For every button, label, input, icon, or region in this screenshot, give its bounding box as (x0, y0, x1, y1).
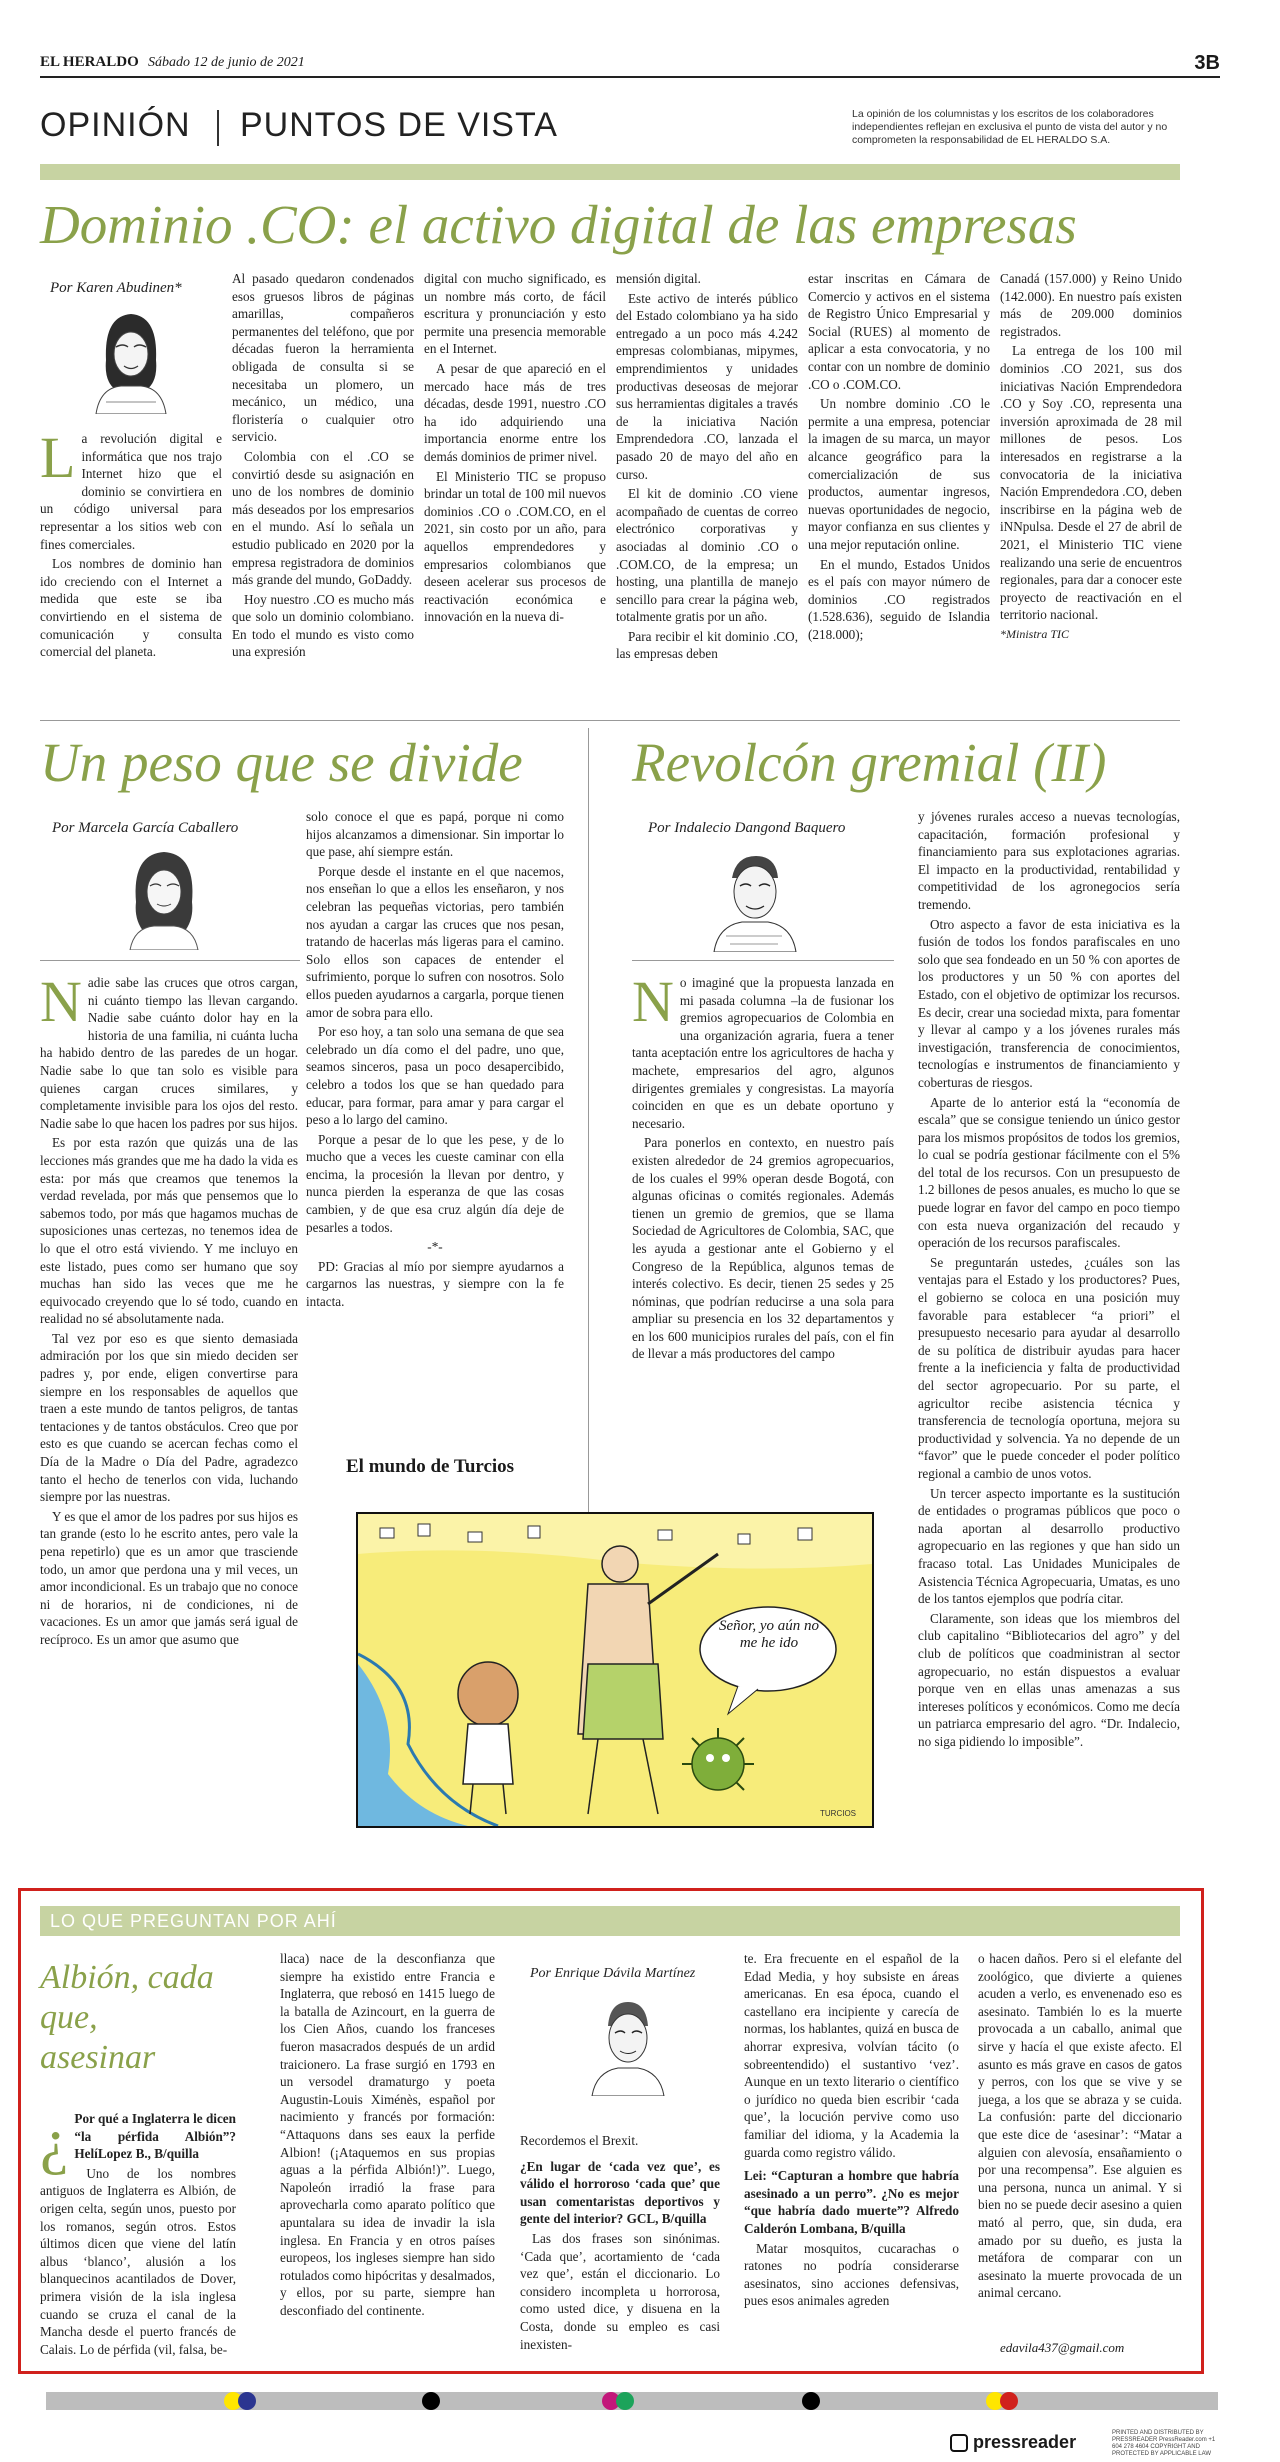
article2-ps: PD: Gracias al mío por siempre ayudarnos a cargarnos las nuestras, y siempre con la fe intacta. (306, 1258, 564, 1310)
paragraph: estar inscritas en Cámara de Comercio y activos en el sistema de Registro Único Empresarial y Social (RUES) al momento de aplicar a esta convocatoria, y no contar con un nombre de dominio .CO o .COM.CO. (808, 271, 990, 392)
paragraph: Aparte de lo anterior está la “economía de escala” que se consigue teniendo un único gestor para los mismos propósitos de todos los gremios, lo cual se podría gestionar fácilmente con el 5% del total de los recursos. Con un presupuesto de 1.2 billones de pesos anuales, es mucho lo que se puede lograr en favor del campo en poco tiempo con esta nueva organización del recaudo y operación de los recursos parafiscales. (918, 1094, 1180, 1251)
paragraph: Hoy nuestro .CO es mucho más que solo un dominio colombiano. En todo el mundo es visto como una expresión (232, 591, 414, 660)
paragraph: Tal vez por eso es que siento demasiada admiración por los que sin miedo deciden ser padres y, por ende, eligen convertirse para siempre en los responsables de aquellos que traen a este mundo de tantos peligros, de tantas tentaciones y de tantos obstáculos. Creo que por esto es que cuando se acercan fechas como el Día de la Madre o Día del Padre, agradezco tanto el hecho de tenerlos con vida, luchando siempre por las nuestras. (40, 1330, 298, 1505)
section-left: OPINIÓN (40, 106, 191, 144)
paragraph: o imaginé que la propuesta lanzada en mi pasada columna –la de fusionar los gremios agropecuarios de Colombia en una organización agraria, fuera a tener tanta aceptación entre los agricultores de hacha y machete, empresarios del agro, algunos dirigentes gremiales y congresistas. La mayoría coinciden en que es un debate oportuno y necesario. (632, 975, 894, 1131)
section-right: PUNTOS DE VISTA (240, 106, 558, 144)
paragraph: Claramente, son ideas que los miembros del club capitalino “Bibliotecarios del agro” y del club de políticos que coadministran al sector agropecuario, no están dispuestos a evaluar porque ven en ellas unas amenazas a sus intereses políticos y económicos. Como me decía un patriarca empresario del agro. “Dr. Indalecio, no siga pidiendo lo imposible”. (918, 1610, 1180, 1749)
qa-col1 (40, 2110, 236, 2360)
page-number: 3B (1194, 52, 1220, 74)
qa-title: Albión, cada que, asesinar (40, 1959, 214, 2076)
cartoon-frame (356, 1512, 874, 1828)
cartoon-signature: TURCIOS (820, 1809, 856, 1818)
article1-title: Dominio .CO: el activo digital de las empresas (40, 194, 1077, 255)
paragraph: a revolución digital e informática que nos trajo Internet hizo que el dominio se convirtiera en un código universal para representar a los sitios web con fines comerciales. (40, 431, 222, 552)
paragraph: Colombia con el .CO se convirtió desde su asignación en uno de los nombres de dominio más deseados por los empresarios en el mundo. Así lo señala un estudio publicado en 2020 por la empresa registradora de dominios más grande del mundo, GoDaddy. (232, 448, 414, 588)
cartoon-drawing (358, 1514, 872, 1826)
paragraph: llaca) nace de la desconfianza que siempre ha existido entre Francia e Inglaterra, que rebosó en 1415 luego de la batalla de Azincourt, en la guerra de los Cien Años, cuando los franceses fueron masacrados después de un ardid traicionero. La frase surgió en 1793 en un versodel dramaturgo y poeta Augustin-Louis Ximénès, español por nacimiento y francés por formación: “Attaquons dans ses eaux la perfide Albion! (¡Ataquemos en sus propias aguas a la pérfida Albión!)”. Luego, Napoleón irradió la frase para aprovecharla como aparato político que apuntalara su idea de invadir la isla inglesa. En Francia y en otros países europeos, los ingleses siempre han sido rotulados como hipócritas y desalmados, y ellos, por su parte, siempre han desconfiado del continente. (280, 1951, 495, 2318)
paragraph: te. Era frecuente en el español de la Edad Media, y hoy subsiste en áreas americanas. En esa época, cuando el castellano era incipiente y carecía de normas, los hablantes, quizá en busca de ahorrar expresiva, volvían tácito (o sobreentendido) el sustantivo ‘vez’. Aunque en un texto literario o científico o jurídico no queda bien escribir ‘cada que’, la locución pervive como uso familiar del idioma, y la Academia la guarda como registro válido. (744, 1951, 959, 2160)
paragraph: Al pasado quedaron condenados esos gruesos libros de páginas amarillas, compañeros permanentes del teléfono, que por décadas fueron la herramienta obligada de consulta si se necesitaba un plomero, un mecánico, un médico, una floristería o cualquier otro servicio. (232, 271, 414, 445)
article1-byline: Por Karen Abudinen* (50, 280, 182, 296)
article2-separator: -*- (427, 1239, 443, 1255)
paragraph: El kit de dominio .CO viene acompañado de cuentas de correo electrónico corporativas y asociadas al dominio .CO o .COM.CO, de la empresa; un hosting, una plantilla de manejo sencillo para crear la página web, totalmente gratis por un año. (616, 486, 798, 625)
paragraph: Uno de los nombres antiguos de Inglaterra es Albión, de origen celta, según unos, puesto por los romanos, según otros. Estos últimos dicen que viene del latín albus ‘blanco’, alusión a los blanquecinos acantilados de Dover, primera visión de la isla inglesa cuando se cruza el canal de la Mancha desde el puerto francés de Calais. Lo de pérfida (vil, falsa, be- (40, 2165, 236, 2357)
reg-mark (238, 2392, 256, 2410)
article3-byline: Por Indalecio Dangond Baquero (648, 820, 846, 836)
qa-col5 (978, 1950, 1182, 2340)
article1-dropcap: L (40, 430, 76, 490)
reg-mark (802, 2392, 820, 2410)
article3-title: Revolcón gremial (II) (632, 732, 1107, 793)
paragraph: En el mundo, Estados Unidos es el país con mayor número de dominios .CO registrados (1.528.636), seguido de Islandia (218.000); (808, 556, 990, 642)
author3-portrait (706, 842, 802, 952)
qa-email[interactable]: edavila437@gmail.com (1000, 2340, 1125, 2355)
reg-mark (1000, 2392, 1018, 2410)
author2-portrait (118, 842, 210, 950)
article2-title: Un peso que se divide (40, 732, 523, 793)
qa-intro: Recordemos el Brexit. (520, 2133, 639, 2148)
paragraph: Las dos frases son sinónimas. ‘Cada que’, acortamiento de ‘cada vez que’, están el diccionario. Lo considero incompleta u horrorosa, como usted dice, y disuena en la Costa, donde su empleo es casi inexisten- (520, 2230, 720, 2352)
paragraph: Otro aspecto a favor de esta iniciativa es la fusión de todos los fondos parafiscales en uno solo que sea fondeado en un 50 % con aportes de los productores y un 50 % con aportes del Estado, con el objetivo de optimizar los recursos. Es decir, crear una sociedad mixta, para fomentar y llevar al campo y a los jóvenes rurales más investigación, transferencia de conocimientos, tecnologías e instrumentos de financiamiento y coberturas de riesgos. (918, 916, 1180, 1090)
author3-rule (632, 960, 894, 961)
masthead-paper: EL HERALDO (40, 54, 139, 70)
section-divider (217, 110, 219, 146)
paragraph: Para ponerlos en contexto, en nuestro país existen alrededor de 24 gremios agropecuarios, de los cuales el 99% operan desde Bogotá, con algunas oficinas o comités regionales. Además tienen un gremio de gremios, que se llama Sociedad de Agricultores de Colombia, SAC, que les ayuda a gestionar ante el Gobierno y el Congreso de la República, algunos temas de interés colectivo. Es decir, tienen 25 sedes y 25 nóminas, que podrían reducirse a una sola para ampliar su presencia en los 32 departamentos y en los 600 municipios rurales del país, con el fin de llevar a más productores del campo (632, 1135, 894, 1362)
cartoon-speech: Señor, yo aún no me he ido (719, 1618, 819, 1651)
paragraph: Un tercer aspecto importante es la sustitución de entidades o programas públicos que poco o nada aportan al desarrollo productivo agropecuario en las regiones y que han sido un fracaso total. Las Unidades Municipales de Asistencia Técnica Agropecuaria, Umatas, es uno de los tantos ejemplos que podría citar. (918, 1485, 1180, 1607)
section-bar (40, 164, 1180, 180)
masthead-date: Sábado 12 de junio de 2021 (148, 55, 305, 70)
paragraph: A pesar de que apareció en el mercado hace más de tres décadas, desde 1991, nuestro .CO ha ido adquiriendo una importancia enorme entre los demás dominios de primer nivel. (424, 360, 606, 464)
qa-author-portrait (584, 1990, 670, 2096)
article3-col1 (632, 974, 894, 1444)
paragraph: adie sabe las cruces que otros cargan, ni cuánto tiempo las llevan cargando. Nadie sabe cuánto dolor hay en la historia de una familia, ni cuánta lucha ha habido dentro de las paredes de un hogar. Nadie sabe lo que tan solo es visible para quienes cargan cruces similares, y completamente invisible para los ojos del resto. Nadie sabe lo que hacen los padres por sus hijos. (40, 975, 298, 1131)
paragraph: Un nombre dominio .CO le permite a una empresa, potenciar la imagen de su marca, un mayor alcance geográfico para la comercialización de sus productos, aumentar ingresos, nuevas oportunidades de negocio, mayor confianza en sus clientes y una mejor reputación online. (808, 396, 990, 552)
author1-portrait (86, 302, 176, 414)
disclaimer: La opinión de los columnistas y los escritos de los colaboradores independientes reflejan en exclusiva el punto de vista del autor y no comprometen la responsabilidad de EL HERALDO S.A. (852, 108, 1168, 146)
paragraph: mensión digital. (616, 271, 701, 286)
qa-question-mark: ¿ (40, 2110, 69, 2176)
header-rule (40, 76, 1220, 78)
qa-col4 (744, 1950, 959, 2360)
paragraph: El Ministerio TIC se propuso brindar un total de 100 mil nuevos dominios .CO o .COM.CO, en el 2021, sin costo por un año, para aquellos emprendedores y empresarios colombianos que deseen acelerar sus procesos de reactivación económica e innovación en la nueva di- (424, 468, 606, 625)
qa-col3 (520, 2132, 720, 2362)
article1-signature: *Ministra TIC (1000, 626, 1070, 641)
registration-strip (46, 2392, 1218, 2410)
paragraph: Y es que el amor de los padres por sus hijos es tan grande (esto lo he escrito antes, pero vale la pena repetirlo) que es un amor que trasciende todo, un amor que perdona una y mil veces, un amor incondicional. Es un trabajo que no conoce ni de horarios, ni de condiciones, ni de vacaciones. Es un amor que jamás será igual de recíproco. Es un amor que asumo que (40, 1508, 298, 1647)
paragraph: o hacen daños. Pero si el elefante del zoológico, que divierte a quienes acuden a verlo, es envenenado eso es asesinato. También lo es la muerte provocada a un caballo, animal que sirve y hacía el que existe afecto. El asunto es más grave en casos de gatos y perros, con los que se vive y se juega, a los que se abraza y se cuida. La confusión: parte del diccionario que este dice de ‘asesinar’: “Matar a alguien con alevosía, ensañamiento o por una recompensa”. Ese alguien es una persona, nunca un animal. Y si bien no se puede decir asesino a quien mató al perro, que, sin duda, era amado por su dueño, es justa la metáfora de comparar con un asesinato la muerte provocada de un animal cercano. (978, 1951, 1182, 2301)
paragraph: Se preguntarán ustedes, ¿cuáles son las ventajas para el Estado y los productores? Pues, el gobierno se coloca en una posición muy favorable para establecer “a priori” el presupuesto necesario para ayudar al desarrollo de su política de distribuir ayudas para hacer frente a la ineficiencia y falta de productividad del sector agropecuario. Por su parte, el agricultor recibe asistencia técnica y transferencia de tecnología oportuna, mejora su productividad y solvencia. Ya no depende de un “favor” que le puede conceder el poder político regional a cambio de unos votos. (918, 1254, 1180, 1481)
article1-col2 (232, 270, 414, 700)
author2-rule (40, 960, 300, 961)
article1-col1 (40, 430, 222, 700)
article1-col5 (808, 270, 990, 700)
paragraph: Porque desde el instante en el que nacemos, nos enseñan lo que a ellos les enseñaron, y nos celebran las pequeñas victorias, pero también nos ayudan a cargar las cruces que nos pesan, tratando de hacerlas más ligeras para el camino. Solo ellos son capaces de entender el sufrimiento, porque lo sufren con nosotros. Solo ellos pueden ayudarnos a cargarla, porque tienen amor de sobra para ello. (306, 863, 564, 1020)
qa-question-2: ¿En lugar de ‘cada vez que’, es válido el horroroso ‘cada que’ que usan comentaristas deportivos y gente del interior? GCL, B/quilla (520, 2158, 720, 2227)
article1-col3 (424, 270, 606, 700)
print-note: PRINTED AND DISTRIBUTED BY PRESSREADER PressReader.com +1 604 278 4604 COPYRIGHT AND PROTECTED BY APPLICABLE LAW (1112, 2430, 1216, 2457)
article2-col2 (306, 808, 564, 1408)
article1-col6 (1000, 270, 1182, 700)
paragraph: Matar mosquitos, cucarachas o ratones no podría considerarse asesinatos, sino acciones defensivas, pues esos animales agreden (744, 2240, 959, 2309)
qa-question-3: Lei: “Capturan a hombre que habría asesinado a un perro”. ¿No es mejor “que habría dado muerte”? Alfredo Calderón Lombana, B/quilla (744, 2168, 959, 2236)
paragraph: La entrega de los 100 mil dominios .CO 2021, sus dos iniciativas Nación Emprendedora .CO y Soy .CO, representa una inversión aproximada de 28 mil millones de pesos. Los interesados en registrarse a la convocatoria de la iniciativa Nación Emprendedora .CO, deben inscribirse en la página web de iNNpulsa. Desde el 27 de abril de 2021, el Ministerio TIC viene realizando una serie de encuentros regionales, para dar a conocer este proyecto de reactivación en el territorio nacional. (1000, 343, 1182, 623)
article2-dropcap: N (40, 974, 82, 1034)
paragraph: Para recibir el kit dominio .CO, las empresas deben (616, 628, 798, 662)
reg-mark (616, 2392, 634, 2410)
pressreader-icon (950, 2434, 968, 2452)
paragraph: Es por esta razón que quizás una de las lecciones más grandes que me ha dado la vida es esta: por más que creamos que tenemos la verdad revelada, por más que pensemos que lo sabemos todo, por más que hagamos muchas de suposiciones unas certezas, no tenemos idea de lo que el otro está viviendo. Y me incluyo en este listado, pues como ser humano que soy muchas han sido las veces que me he equivocado creyendo que lo sé todo, cuando en realidad no sé absolutamente nada. (40, 1135, 298, 1327)
article3-dropcap: N (632, 974, 674, 1034)
paragraph: solo conoce el que es papá, porque ni como hijos alcanzamos a dimensionar. Sin importar lo que pase, ahí siempre están. (306, 809, 564, 860)
qa-col2 (280, 1950, 495, 2360)
article2-byline: Por Marcela García Caballero (52, 820, 239, 836)
paragraph: digital con mucho significado, es un nombre más corto, de fácil escritura y pronunciación y esto permite una presencia memorable en el Internet. (424, 271, 606, 357)
paragraph: Porque a pesar de lo que les pese, y de lo mucho que a veces les cueste caminar con ella encima, la procesión la llevan por dentro, y nunca pierden la esperanza de que las cosas cambien, y de que esa cruz algún día deje de pesarles a todos. (306, 1131, 564, 1235)
qa-byline: Por Enrique Dávila Martínez (530, 1966, 696, 1981)
article1-col4 (616, 270, 798, 700)
cartoon-heading: El mundo de Turcios (346, 1456, 515, 1477)
paragraph: y jóvenes rurales acceso a nuevas tecnologías, capacitación, formación profesional y financiamiento para sus explotaciones agrarias. El impacto en la productividad, rentabilidad y competitividad de los agronegocios sería tremendo. (918, 809, 1180, 912)
article1-bottom-rule (40, 720, 1180, 721)
pressreader-brand: pressreader (973, 2432, 1077, 2452)
pressreader-logo[interactable] (950, 2432, 1076, 2453)
reg-mark (422, 2392, 440, 2410)
article2-col1 (40, 974, 298, 1899)
paragraph: Este activo de interés público del Estado colombiano ya ha sido entregado a un poco más 4.242 empresas colombianas, mipymes, emprendimientos y unidades productivas deseosas de mejorar sus herramientas digitales a través de la iniciativa Nación Emprendedora .CO, lanzada el pasado 20 de mayo del año en curso. (616, 290, 798, 482)
paragraph: Por eso hoy, a tan solo una semana de que sea celebrado un día como el del padre, uno que, seamos sinceros, pasa un poco desapercibido, celebro a todos los que se han quedado para educar, para formar, para amar y para cargar el peso a lo largo del camino. (306, 1024, 564, 1128)
paragraph: Canadá (157.000) y Reino Unido (142.000). En nuestro país existen más de 209.000 dominios registrados. (1000, 271, 1182, 339)
qa-question-1: Por qué a Inglaterra le dicen “la pérfida Albión”? HelíLopez B., B/quilla (74, 2111, 236, 2162)
article3-col2 (918, 808, 1180, 1900)
paragraph: Los nombres de dominio han ido creciendo con el Internet a medida que este se iba convirtiendo en el sistema de comunicación y consulta comercial del planeta. (40, 556, 222, 660)
qa-section-bar: LO QUE PREGUNTAN POR AHÍ (40, 1906, 1180, 1936)
